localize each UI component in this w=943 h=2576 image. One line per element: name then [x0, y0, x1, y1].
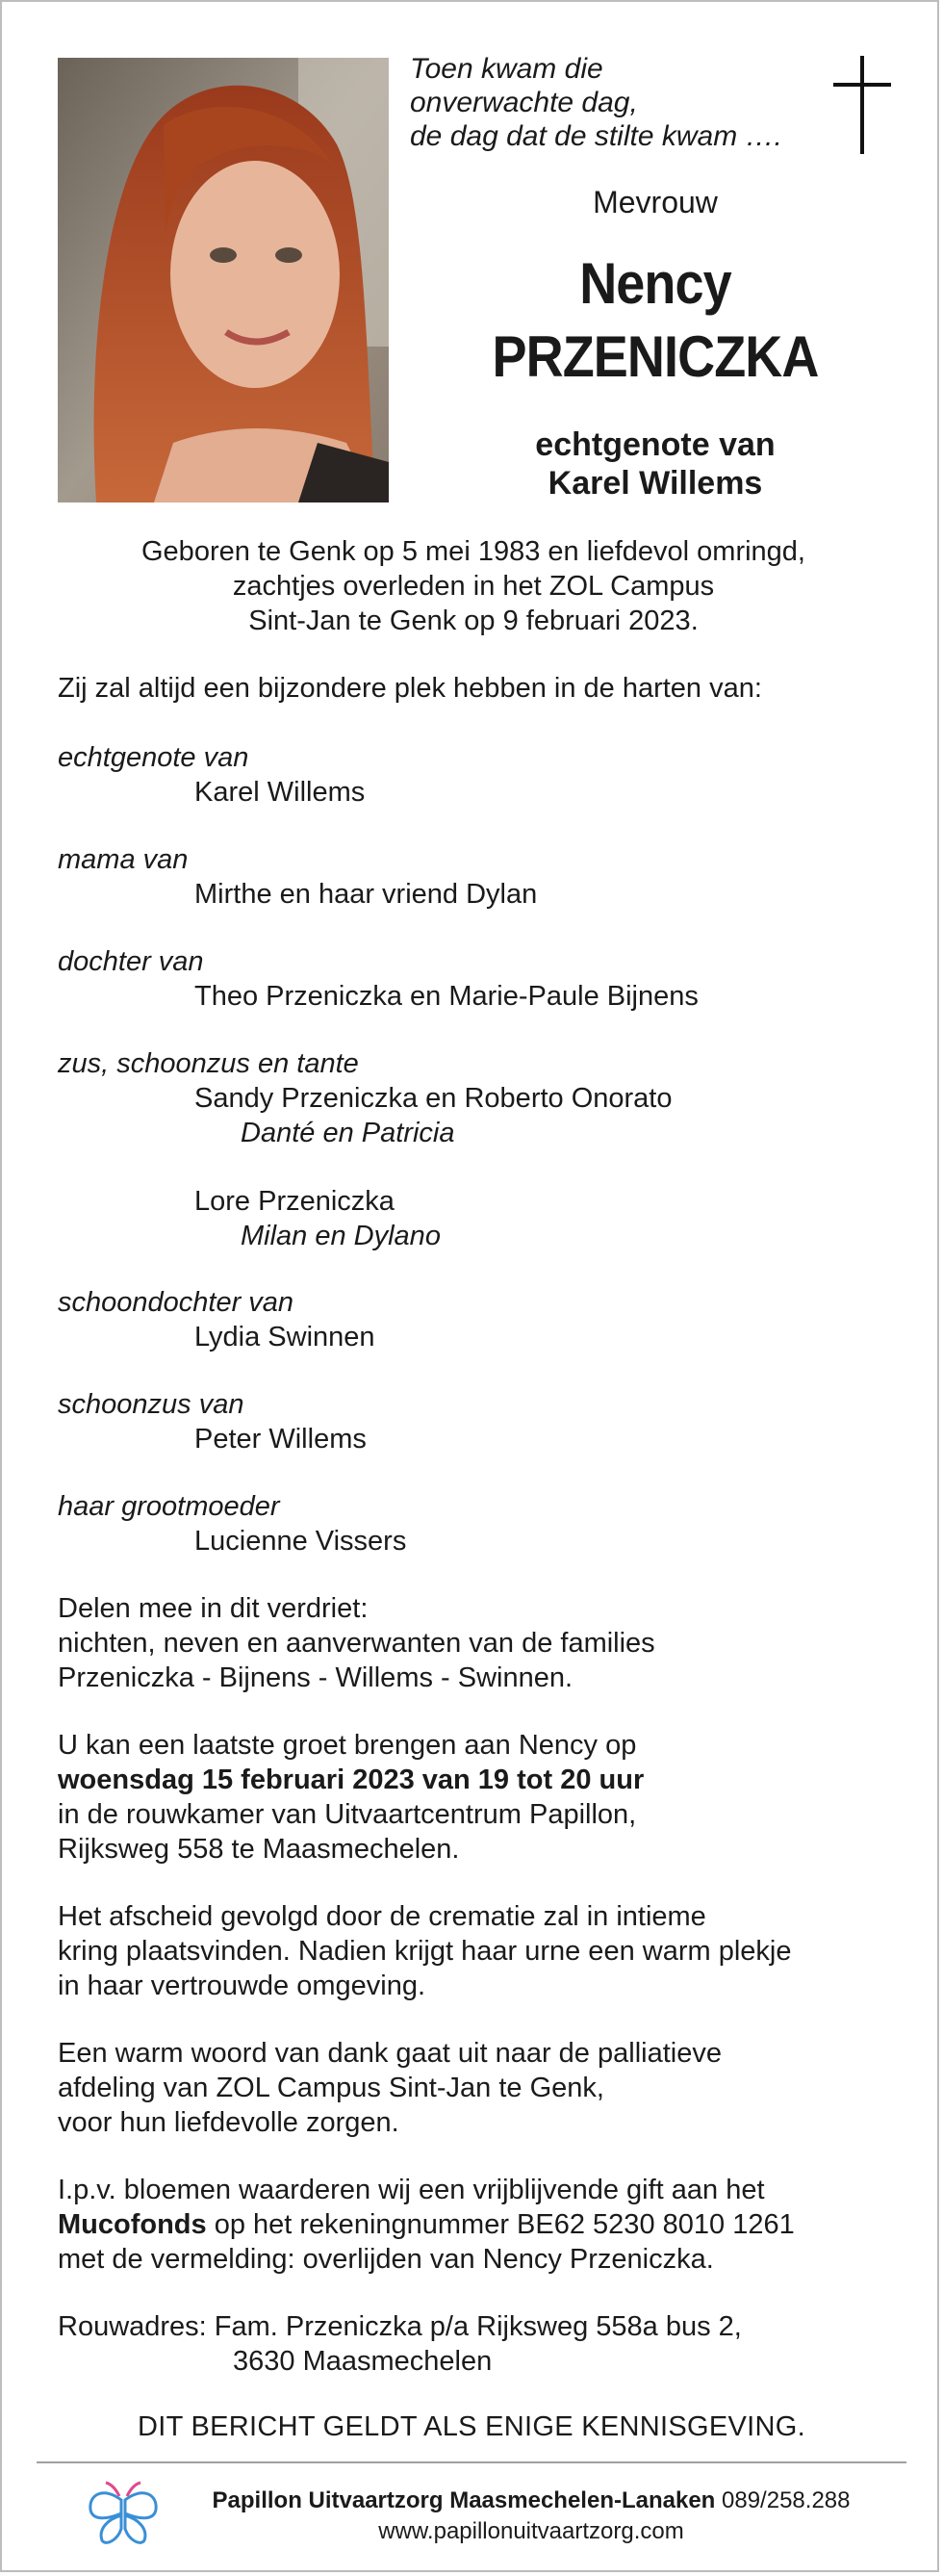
- relation-label: schoondochter van: [58, 1287, 294, 1318]
- intro-line: zachtjes overleden in het ZOL Campus: [232, 571, 715, 602]
- intro-line: Geboren te Genk op 5 mei 1983 en liefdevol omringd,: [141, 536, 805, 567]
- relation-spouse: [58, 740, 905, 810]
- relation-children: Milan en Dylano: [241, 1221, 441, 1251]
- divider: [37, 2461, 906, 2463]
- cross-icon: [833, 56, 891, 154]
- relation-name: Karel Willems: [194, 777, 366, 808]
- text-line: Rijksweg 558 te Maasmechelen.: [58, 1834, 460, 1865]
- text-line: in de rouwkamer van Uitvaartcentrum Papillon,: [58, 1799, 637, 1830]
- farewell-text: [58, 1899, 905, 2003]
- butterfly-icon: [85, 2481, 164, 2548]
- text-line: Een warm woord van dank gaat uit naar de palliatieve: [58, 2038, 722, 2069]
- relation-label: dochter van: [58, 946, 204, 977]
- relation-name: Peter Willems: [194, 1424, 367, 1455]
- charity-name: Mucofonds: [58, 2209, 207, 2240]
- birth-death-text: [58, 534, 889, 638]
- hearts-line: Zij zal altijd een bijzondere plek hebben in de harten van:: [58, 673, 762, 704]
- relation-name: Theo Przeniczka en Marie-Paule Bijnens: [194, 981, 699, 1012]
- visit-date: woensdag 15 februari 2023 van 19 tot 20 uur: [58, 1765, 645, 1795]
- spouse-heading: [410, 425, 901, 502]
- text-line: nichten, neven en aanverwanten van de families: [58, 1628, 655, 1659]
- address-text: [58, 2309, 905, 2379]
- relation-name: Mirthe en haar vriend Dylan: [194, 879, 538, 910]
- relation-mother: [58, 842, 905, 912]
- poem-line: onverwachte dag,: [410, 87, 638, 118]
- account-text: op het rekeningnummer BE62 5230 8010 1261: [206, 2209, 795, 2240]
- text-line: Delen mee in dit verdriet:: [58, 1593, 369, 1624]
- sharing-text: [58, 1591, 905, 1695]
- poem: [410, 52, 782, 153]
- company-phone: 089/258.288: [722, 2487, 851, 2513]
- text-line: Rouwadres: Fam. Przeniczka p/a Rijksweg 558a bus 2,: [58, 2311, 742, 2342]
- donation-text: [58, 2173, 905, 2277]
- relation-label: mama van: [58, 844, 189, 875]
- closing-notice: DIT BERICHT GELDT ALS ENIGE KENNISGEVING.: [138, 2411, 805, 2442]
- relation-label: zus, schoonzus en tante: [58, 1048, 359, 1079]
- thanks-text: [58, 2036, 905, 2140]
- text-line: afdeling van ZOL Campus Sint-Jan te Genk,: [58, 2073, 604, 2103]
- relation-label: echtgenote van: [58, 742, 249, 773]
- text-line: met de vermelding: overlijden van Nency Przeniczka.: [58, 2244, 714, 2275]
- relation-sister: [58, 1046, 905, 1253]
- text-line: Het afscheid gevolgd door de crematie zal in intieme: [58, 1901, 706, 1932]
- text-line: in haar vertrouwde omgeving.: [58, 1971, 426, 2001]
- relation-grandmother: [58, 1489, 905, 1558]
- relation-name: Lydia Swinnen: [194, 1322, 375, 1352]
- text-line: [58, 2207, 905, 2242]
- relation-label: haar grootmoeder: [58, 1491, 280, 1522]
- portrait-photo: [58, 58, 389, 502]
- text-line: 3630 Maasmechelen: [233, 2346, 493, 2377]
- spouse-label: echtgenote van: [535, 426, 776, 463]
- relation-label: schoonzus van: [58, 1389, 244, 1420]
- funeral-home-info: [175, 2486, 887, 2547]
- text-line: U kan een laatste groet brengen aan Nency op: [58, 1730, 637, 1761]
- relation-name: Lucienne Vissers: [194, 1526, 407, 1557]
- intro-line: Sint-Jan te Genk op 9 februari 2023.: [248, 605, 699, 636]
- first-name: Nency: [579, 251, 731, 316]
- relation-name: Sandy Przeniczka en Roberto Onorato: [194, 1083, 673, 1114]
- company-line: [175, 2486, 887, 2516]
- relation-daughter-in-law: [58, 1285, 905, 1354]
- poem-line: Toen kwam die: [410, 53, 603, 85]
- poem-line: de dag dat de stilte kwam ….: [410, 120, 782, 152]
- text-line: kring plaatsvinden. Nadien krijgt haar urne een warm plekje: [58, 1936, 792, 1967]
- text-line: Przeniczka - Bijnens - Willems - Swinnen.: [58, 1662, 573, 1693]
- relation-name: Lore Przeniczka: [194, 1186, 395, 1217]
- visit-text: [58, 1728, 905, 1867]
- honorific: Mevrouw: [593, 185, 718, 219]
- relation-daughter: [58, 944, 905, 1014]
- relation-children: Danté en Patricia: [241, 1118, 455, 1148]
- last-name: PRZENICZKA: [492, 324, 819, 389]
- company-website[interactable]: www.papillonuitvaartzorg.com: [378, 2518, 684, 2544]
- text-line: I.p.v. bloemen waarderen wij een vrijblijvende gift aan het: [58, 2175, 765, 2205]
- company-name: Papillon Uitvaartzorg Maasmechelen-Lanaken: [212, 2487, 716, 2513]
- relation-sister-in-law: [58, 1387, 905, 1456]
- text-line: voor hun liefdevolle zorgen.: [58, 2107, 399, 2138]
- spouse-name: Karel Willems: [548, 465, 763, 502]
